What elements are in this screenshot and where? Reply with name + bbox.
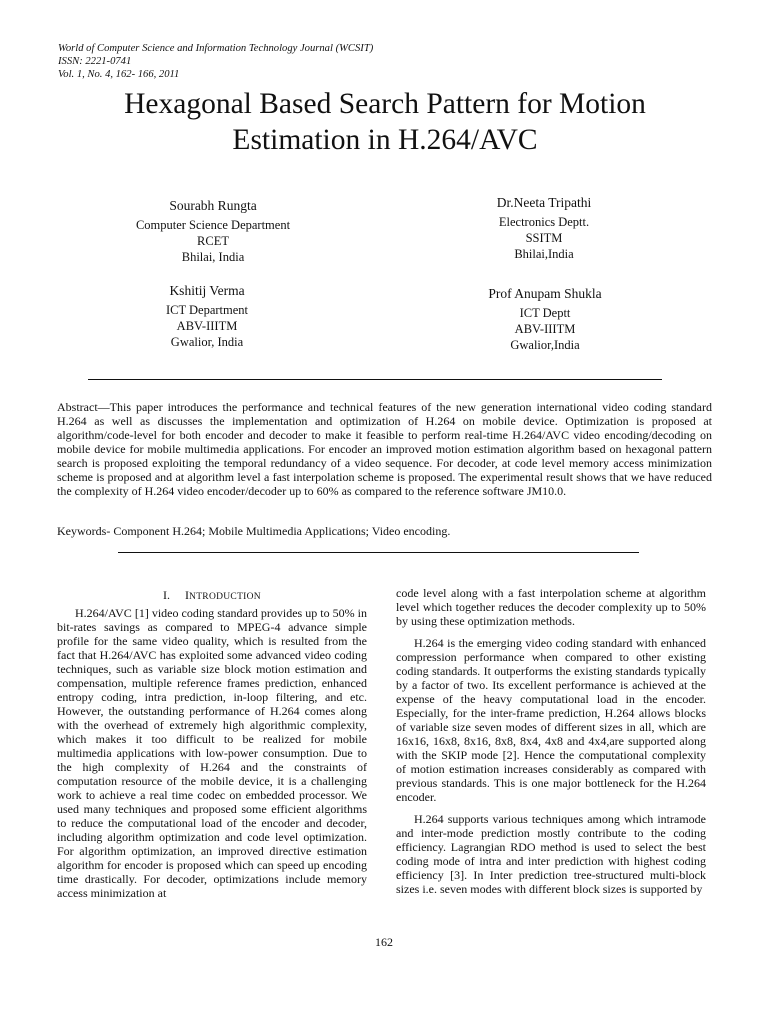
author-block-4 [425, 286, 665, 353]
keywords: Keywords- Component H.264; Mobile Multimedia Applications; Video encoding. [57, 524, 451, 538]
journal-name: World of Computer Science and Information Technology Journal (WCSIT) [58, 43, 374, 54]
author-name: Kshitij Verma [169, 283, 245, 298]
author-block-1 [93, 198, 333, 265]
divider-line [118, 552, 639, 553]
paragraph: code level along with a fast interpolation scheme at algorithm level which together reduces the decoder complexity up to 50% by using these optimization methods. [396, 586, 706, 628]
paragraph: H.264/AVC [1] video coding standard provides up to 50% in bit-rates savings as compared to MPEG-4 advance simple profile for the same video quality, which is resulted from the fact that H.264/AVC has exploited some advanced video coding techniques, such as variable size block motion estimation and compensation, multiple reference frames prediction, enhanced entropy coding, intra prediction, in-loop filtering, and etc. However, the outstanding performance of H.264 comes along with the overhead of extremely high algorithmic complexity, which makes it too difficult to be realized for mobile multimedia applications with low-power consumption. Due to the high complexity of H.264 and the constraints of computation resource of the mobile device, it is a challenging work to achieve a real time codec on embedded processor. We used many techniques and proposed some efficient algorithms to reduce the computational load of the encoder and decoder, including algorithm optimization and code level optimization. For algorithm optimization, an improved directive estimation algorithm for encoder is proposed which can speed up encoding time drastically. For decoder, optimizations include memory access minimization at [57, 606, 367, 900]
author-affiliation: Electronics Deptt. [498, 215, 590, 229]
author-affiliation: RCET [197, 234, 229, 248]
journal-issn: ISSN: 2221-0741 [58, 56, 132, 67]
title-line-1: Hexagonal Based Search Pattern for Motion [124, 88, 646, 120]
author-affiliation: ABV-IIITM [176, 319, 238, 333]
abstract: Abstract—This paper introduces the performance and technical features of the new generation international video coding standard H.264 as well as discusses the implementation and optimization of H.264 on mobile device. Optimization is proposed at algorithm/code-level for both encoder and decoder to make it feasible to perform real-time H.264/AVC video encoding/decoding on mobile device for mobile multimedia applications. For encoder an improved motion estimation algorithm based on hexagonal pattern search is proposed exploiting the temporal redundancy of a video sequence. For decoder, at code level memory access minimization scheme is proposed and at algorithm level a fast interpolation scheme is proposed. The experimental result shows that we have reduced the complexity of H.264 video encoder/decoder up to 60% as compared to the reference software JM10.0. [57, 400, 712, 498]
divider-line [88, 379, 662, 380]
author-affiliation: ICT Department [165, 303, 249, 317]
author-location: Gwalior,India [510, 338, 580, 352]
title-line-2: Estimation in H.264/AVC [232, 124, 538, 156]
section-title-rest: NTRODUCTION [189, 592, 261, 602]
section-heading [57, 588, 367, 604]
author-block-3 [87, 283, 327, 350]
author-affiliation: ICT Deptt [519, 306, 571, 320]
paragraph: H.264 supports various techniques among which intramode and inter-mode prediction mostly contribute to the coding efficiency. Lagrangian RDO method is used to select the best coding mode of intra and inter prediction with highest coding efficiency [3]. In Inter prediction tree-structured multi-block sizes i.e. seven modes with different block sizes is supported by [396, 812, 706, 896]
author-affiliation: ABV-IIITM [514, 322, 576, 336]
author-affiliation: SSITM [525, 231, 563, 245]
page-number: 162 [375, 935, 393, 949]
author-location: Gwalior, India [170, 335, 244, 349]
author-name: Dr.Neeta Tripathi [496, 195, 592, 210]
paragraph: H.264 is the emerging video coding standard with enhanced compression performance when compared to other existing coding standards. It outperforms the existing standards typically by a factor of two. Its excellent performance is achieved at the expense of the heavy computational load in the encoder. Especially, for the inter-frame prediction, H.264 allows blocks of variable size seven modes of different sizes in all, which are 16x16, 16x8, 8x16, 8x8, 8x4, 4x8 and 4x4,are supported along with the SKIP mode [2]. Hence the computational complexity of motion estimation increases considerably as compared with previous standards. This is one major bottleneck for the H.264 encoder. [396, 636, 706, 804]
right-column [396, 586, 706, 904]
journal-header [58, 42, 373, 81]
author-location: Bhilai, India [181, 250, 245, 264]
section-number: I. [163, 588, 171, 602]
author-block-2 [424, 195, 664, 262]
section-title-initial: I [185, 588, 190, 602]
paper-title [40, 86, 730, 158]
author-affiliation: Computer Science Department [135, 218, 291, 232]
author-name: Sourabh Rungta [169, 198, 257, 213]
journal-volume: Vol. 1, No. 4, 162- 166, 2011 [58, 69, 180, 80]
left-column [57, 588, 367, 908]
author-name: Prof Anupam Shukla [488, 286, 602, 301]
author-location: Bhilai,India [514, 247, 574, 261]
